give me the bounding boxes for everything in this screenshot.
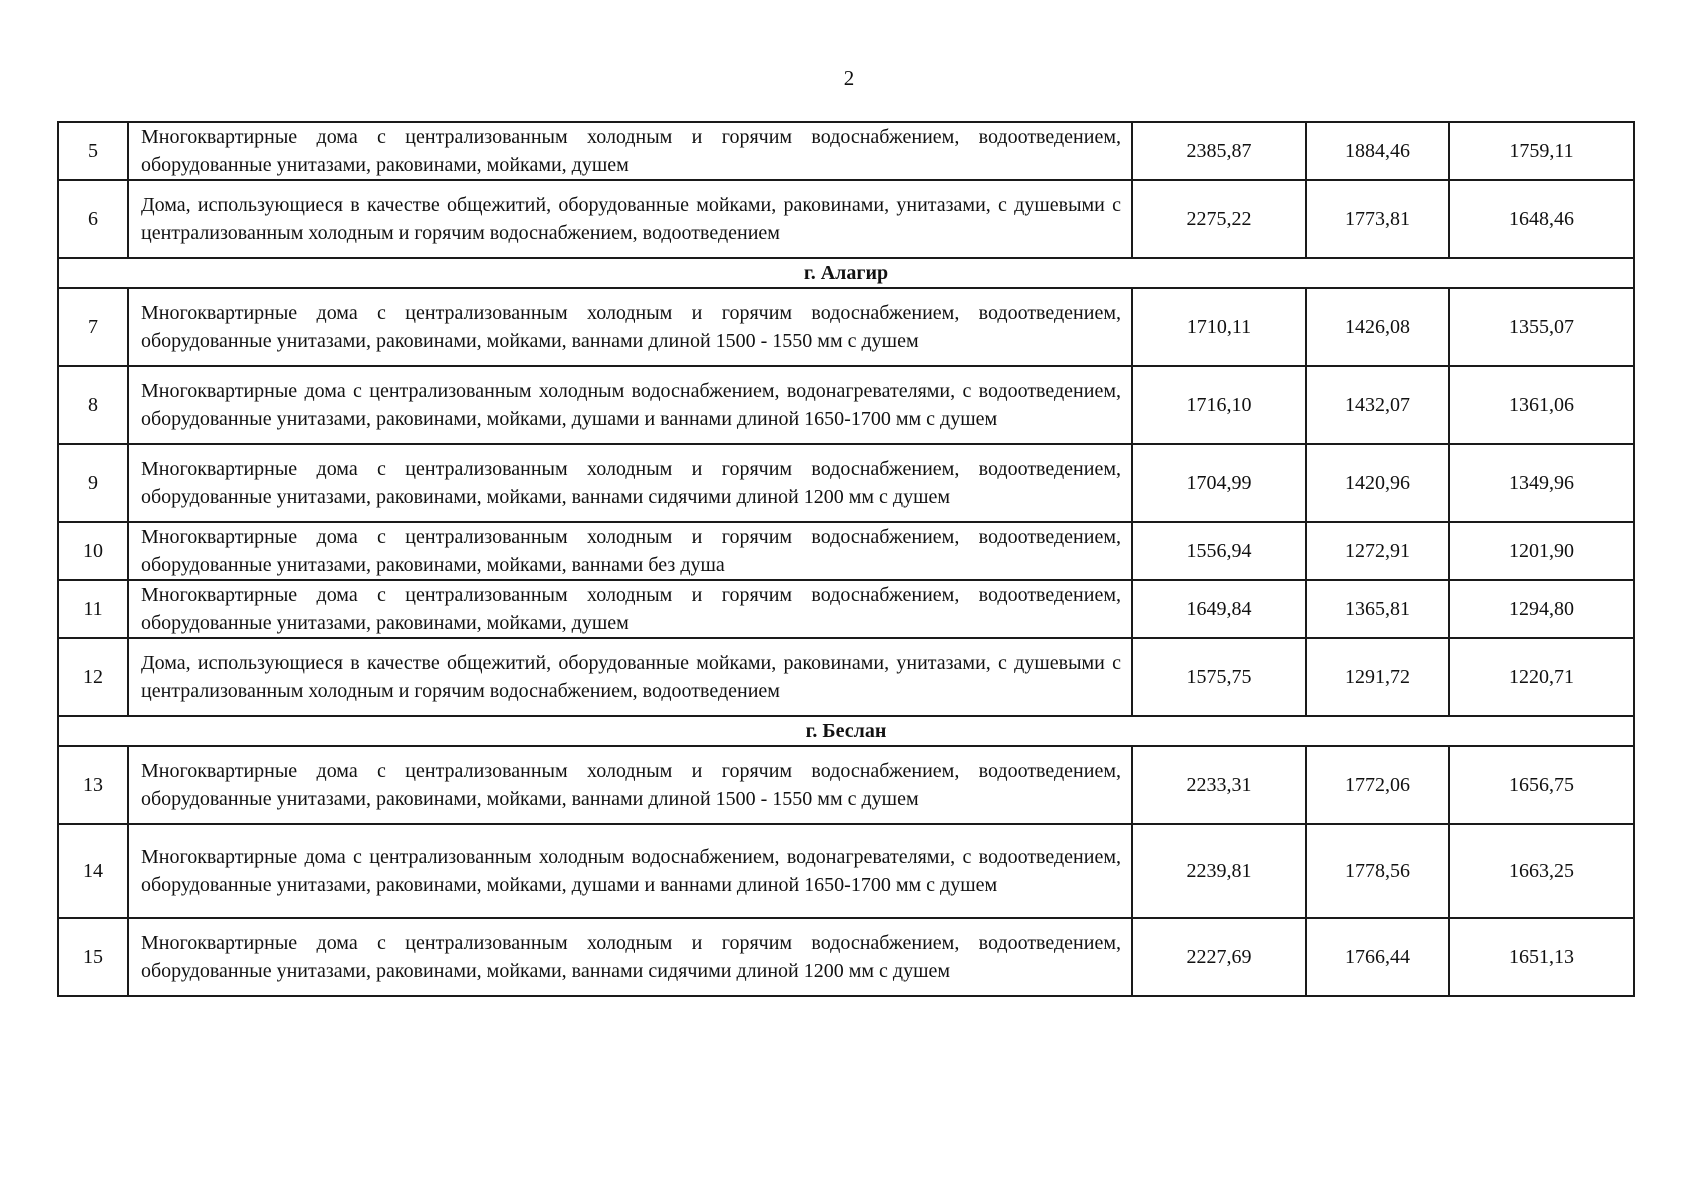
- row-value-2-cell: 1884,46: [1306, 122, 1449, 180]
- table-row: [58, 638, 1634, 716]
- row-value-2-cell: 1291,72: [1306, 638, 1449, 716]
- row-value-3-cell: 1651,13: [1449, 918, 1634, 996]
- row-value-1-cell: 1710,11: [1132, 288, 1306, 366]
- row-value-1-cell: 2275,22: [1132, 180, 1306, 258]
- row-value-3-cell: 1349,96: [1449, 444, 1634, 522]
- row-value-1-cell: 2385,87: [1132, 122, 1306, 180]
- row-description-cell: Многоквартирные дома с централизованным холодным и горячим водоснабжением, водоотведением, оборудованные унитазами, раковинами, мойками, ваннами сидячими длиной 1200 мм с душем: [128, 444, 1132, 522]
- row-number-cell: 7: [58, 288, 128, 366]
- row-value-2-cell: 1432,07: [1306, 366, 1449, 444]
- table-row: [58, 746, 1634, 824]
- row-value-2-cell: 1420,96: [1306, 444, 1449, 522]
- row-number-cell: 14: [58, 824, 128, 918]
- row-description-cell: Дома, использующиеся в качестве общежитий, оборудованные мойками, раковинами, унитазами, с душевыми с централизованным холодным и горячим водоснабжением, водоотведением: [128, 180, 1132, 258]
- row-value-1-cell: 1649,84: [1132, 580, 1306, 638]
- row-number-cell: 12: [58, 638, 128, 716]
- table-row: [58, 580, 1634, 638]
- row-value-3-cell: 1220,71: [1449, 638, 1634, 716]
- row-number-cell: 6: [58, 180, 128, 258]
- row-value-1-cell: 1704,99: [1132, 444, 1306, 522]
- table-row: [58, 288, 1634, 366]
- row-value-2-cell: 1773,81: [1306, 180, 1449, 258]
- table-row: [58, 180, 1634, 258]
- table-row: [58, 444, 1634, 522]
- row-value-2-cell: 1778,56: [1306, 824, 1449, 918]
- row-value-1-cell: 1575,75: [1132, 638, 1306, 716]
- tariff-table-body: [58, 122, 1634, 996]
- row-value-2-cell: 1772,06: [1306, 746, 1449, 824]
- row-description-cell: Дома, использующиеся в качестве общежитий, оборудованные мойками, раковинами, унитазами, с душевыми с централизованным холодным и горячим водоснабжением, водоотведением: [128, 638, 1132, 716]
- table-row: [58, 824, 1634, 918]
- tariff-table: [57, 121, 1635, 997]
- row-value-1-cell: 1556,94: [1132, 522, 1306, 580]
- row-number-cell: 13: [58, 746, 128, 824]
- row-value-3-cell: 1361,06: [1449, 366, 1634, 444]
- row-value-2-cell: 1426,08: [1306, 288, 1449, 366]
- row-value-1-cell: 2239,81: [1132, 824, 1306, 918]
- section-row: [58, 716, 1634, 746]
- row-value-3-cell: 1656,75: [1449, 746, 1634, 824]
- row-description-cell: Многоквартирные дома с централизованным холодным и горячим водоснабжением, водоотведением, оборудованные унитазами, раковинами, мойками, ваннами без душа: [128, 522, 1132, 580]
- section-row: [58, 258, 1634, 288]
- row-description-cell: Многоквартирные дома с централизованным холодным и горячим водоснабжением, водоотведением, оборудованные унитазами, раковинами, мойками, душем: [128, 122, 1132, 180]
- row-value-3-cell: 1648,46: [1449, 180, 1634, 258]
- row-value-1-cell: 1716,10: [1132, 366, 1306, 444]
- row-value-3-cell: 1294,80: [1449, 580, 1634, 638]
- table-row: [58, 122, 1634, 180]
- row-number-cell: 8: [58, 366, 128, 444]
- table-row: [58, 918, 1634, 996]
- row-number-cell: 10: [58, 522, 128, 580]
- row-value-2-cell: 1766,44: [1306, 918, 1449, 996]
- row-value-1-cell: 2227,69: [1132, 918, 1306, 996]
- page-number: 2: [843, 66, 855, 90]
- table-row: [58, 522, 1634, 580]
- row-value-2-cell: 1365,81: [1306, 580, 1449, 638]
- row-description-cell: Многоквартирные дома с централизованным холодным и горячим водоснабжением, водоотведением, оборудованные унитазами, раковинами, мойками, ваннами длиной 1500 - 1550 мм с душем: [128, 746, 1132, 824]
- section-title: г. Алагир: [58, 258, 1634, 288]
- row-value-3-cell: 1355,07: [1449, 288, 1634, 366]
- row-value-3-cell: 1201,90: [1449, 522, 1634, 580]
- row-value-3-cell: 1759,11: [1449, 122, 1634, 180]
- table-row: [58, 366, 1634, 444]
- row-description-cell: Многоквартирные дома с централизованным холодным и горячим водоснабжением, водоотведением, оборудованные унитазами, раковинами, мойками, ваннами длиной 1500 - 1550 мм с душем: [128, 288, 1132, 366]
- row-number-cell: 5: [58, 122, 128, 180]
- row-number-cell: 15: [58, 918, 128, 996]
- row-description-cell: Многоквартирные дома с централизованным холодным и горячим водоснабжением, водоотведением, оборудованные унитазами, раковинами, мойками, ваннами сидячими длиной 1200 мм с душем: [128, 918, 1132, 996]
- row-description-cell: Многоквартирные дома с централизованным холодным и горячим водоснабжением, водоотведением, оборудованные унитазами, раковинами, мойками, душем: [128, 580, 1132, 638]
- row-value-2-cell: 1272,91: [1306, 522, 1449, 580]
- row-number-cell: 9: [58, 444, 128, 522]
- row-description-cell: Многоквартирные дома с централизованным холодным водоснабжением, водонагревателями, с водоотведением, оборудованные унитазами, раковинами, мойками, душами и ваннами длиной 1650-1700 мм с душем: [128, 366, 1132, 444]
- row-value-3-cell: 1663,25: [1449, 824, 1634, 918]
- row-description-cell: Многоквартирные дома с централизованным холодным водоснабжением, водонагревателями, с водоотведением, оборудованные унитазами, раковинами, мойками, душами и ваннами длиной 1650-1700 мм с душем: [128, 824, 1132, 918]
- section-title: г. Беслан: [58, 716, 1634, 746]
- row-number-cell: 11: [58, 580, 128, 638]
- row-value-1-cell: 2233,31: [1132, 746, 1306, 824]
